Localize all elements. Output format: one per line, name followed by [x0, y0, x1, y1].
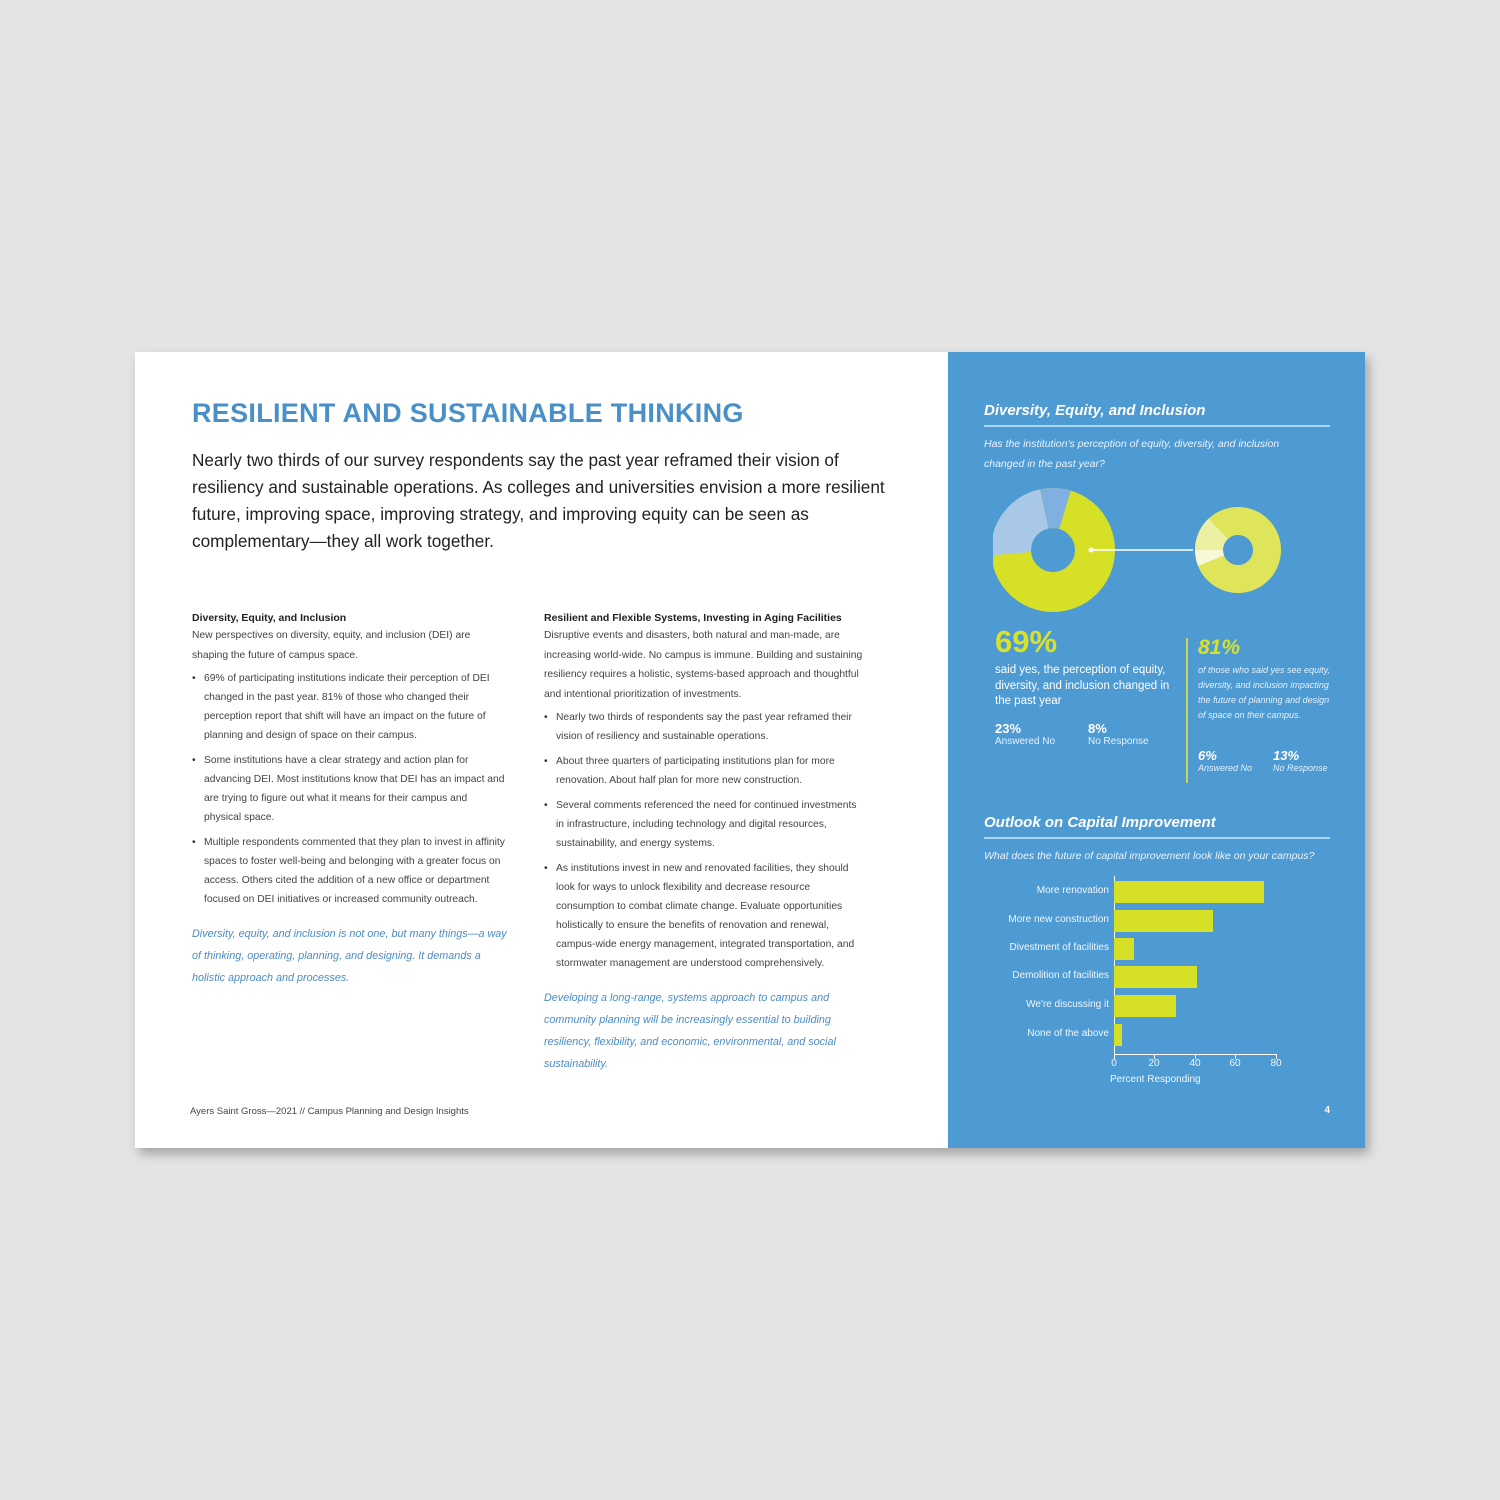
left-page: [135, 352, 948, 1148]
lead-paragraph: Nearly two thirds of our survey respondents say the past year reframed their vision of resiliency and sustainable operations. As colleges and universities envision a more resilient future, improving space, improving strategy, and improving equity can be seen as complementary—they all work together.: [192, 450, 885, 551]
bar-row: [984, 910, 1344, 932]
report-spread: [135, 352, 1365, 1148]
page-number: 4: [1324, 1105, 1330, 1116]
list-item: • Nearly two thirds of respondents say the past year reframed their vision of resiliency and sustainable operations.: [544, 708, 864, 746]
pull-quote: Developing a long-range, systems approach to campus and community planning will be increasingly essential to building resiliency, flexibility, and economic, environmental, and social sustainability.: [544, 992, 836, 1070]
dei-question: Has the institution's perception of equity, diversity, and inclusion changed in the past year?: [984, 438, 1280, 470]
vertical-divider: [1186, 638, 1188, 783]
dei-heading: Diversity, Equity, and Inclusion: [984, 402, 1330, 427]
list-item: • Multiple respondents commented that they plan to invest in affinity spaces to foster well-being and belonging with a greater focus on access. Others cited the addition of a new office or department focused on DEI initiatives or increased community outreach.: [192, 833, 507, 909]
stat-followup-no-response: 13% No Response: [1273, 748, 1328, 773]
capital-question: What does the future of capital improvement look like on your campus?: [984, 850, 1315, 862]
column-intro: New perspectives on diversity, equity, and inclusion (DEI) are shaping the future of campus space.: [192, 630, 471, 661]
bar-more-new-construction: [1114, 910, 1213, 932]
x-tick-label: 40: [1189, 1058, 1201, 1069]
stat-81-description: of those who said yes see equity, diversity, and inclusion impacting the future of planning and design of space on their campus.: [1198, 665, 1330, 720]
right-page-sidebar: [948, 352, 1365, 1148]
bar-none: [1114, 1024, 1122, 1046]
bar-label: We're discussing it: [1026, 999, 1109, 1010]
donut-chart-main: [1011, 508, 1095, 592]
capital-heading: Outlook on Capital Improvement: [984, 814, 1330, 839]
bar-label: More renovation: [1036, 885, 1109, 896]
bar-row: [984, 995, 1344, 1017]
x-tick-label: 0: [1111, 1058, 1117, 1069]
x-axis-title: Percent Responding: [1110, 1074, 1201, 1085]
page-title: RESILIENT AND SUSTAINABLE THINKING: [192, 398, 744, 428]
bar-row: [984, 881, 1344, 903]
donut-chart-followup: [1209, 521, 1267, 579]
list-item: • About three quarters of participating institutions plan for more renovation. About half plan for more new construction.: [544, 752, 864, 790]
stat-69-description: said yes, the perception of equity, diversity, and inclusion changed in the past year: [995, 664, 1170, 707]
dei-column: [192, 610, 507, 989]
page-footer: Ayers Saint Gross—2021 // Campus Planning and Design Insights: [190, 1106, 469, 1117]
capital-bar-chart: [984, 872, 1344, 1092]
bar-discussing: [1114, 995, 1176, 1017]
pull-quote: Diversity, equity, and inclusion is not one, but many things—a way of thinking, operating, planning, and designing. It demands a holistic approach and processes.: [192, 928, 507, 984]
stat-followup-answered-no: 6% Answered No: [1198, 748, 1253, 773]
bar-more-renovation: [1114, 881, 1264, 903]
bar-label: Divestment of facilities: [1009, 942, 1109, 953]
resilience-column: [544, 610, 864, 1075]
bar-divestment: [1114, 938, 1134, 960]
list-item: • 69% of participating institutions indicate their perception of DEI changed in the past year. 81% of those who changed their perception report that shift will have an impact on the future of planning and design of space on their campus.: [192, 669, 507, 745]
bar-label: None of the above: [1027, 1028, 1109, 1039]
bar-label: Demolition of facilities: [1012, 970, 1109, 981]
x-tick-label: 80: [1270, 1058, 1282, 1069]
x-tick-label: 20: [1148, 1058, 1160, 1069]
bullet-list: [544, 708, 864, 973]
list-item: • Some institutions have a clear strategy and action plan for advancing DEI. Most institutions know that DEI has an impact and are trying to figure out what it means for their campus and physical space.: [192, 751, 507, 827]
bar-demolition: [1114, 966, 1197, 988]
stat-answered-no: 23% Answered No: [995, 721, 1056, 747]
list-item: • As institutions invest in new and renovated facilities, they should look for ways to unlock flexibility and decrease resource consumption to combat climate change. Evaluate opportunities holistically to ensure the benefits of renovation and renewal, campus-wide energy management, integrated transportation, and stormwater management are understood comprehensively.: [544, 859, 864, 973]
column-heading: Resilient and Flexible Systems, Investing in Aging Facilities: [544, 612, 842, 624]
list-item: • Several comments referenced the need for continued investments in infrastructure, including technology and digital resources, sustainability, and energy systems.: [544, 796, 864, 853]
column-heading: Diversity, Equity, and Inclusion: [192, 612, 347, 624]
connector-dot: [1089, 548, 1094, 553]
dei-donut-charts: [993, 487, 1313, 617]
stat-no-response: 8% No Response: [1088, 721, 1149, 747]
bar-label: More new construction: [1008, 914, 1109, 925]
column-intro: Disruptive events and disasters, both natural and man-made, are increasing world-wide. No campus is immune. Building and sustaining resiliency requires a holistic, systems-based approach and thoughtful and intentional prioritization of investments.: [544, 630, 863, 700]
bar-row: [984, 1024, 1344, 1046]
stat-69-percent: 69%: [995, 624, 1058, 659]
bar-row: [984, 966, 1344, 988]
stat-81-percent: 81%: [1198, 636, 1241, 659]
bar-row: [984, 938, 1344, 960]
bullet-list: [192, 669, 507, 909]
x-tick-label: 60: [1229, 1058, 1241, 1069]
